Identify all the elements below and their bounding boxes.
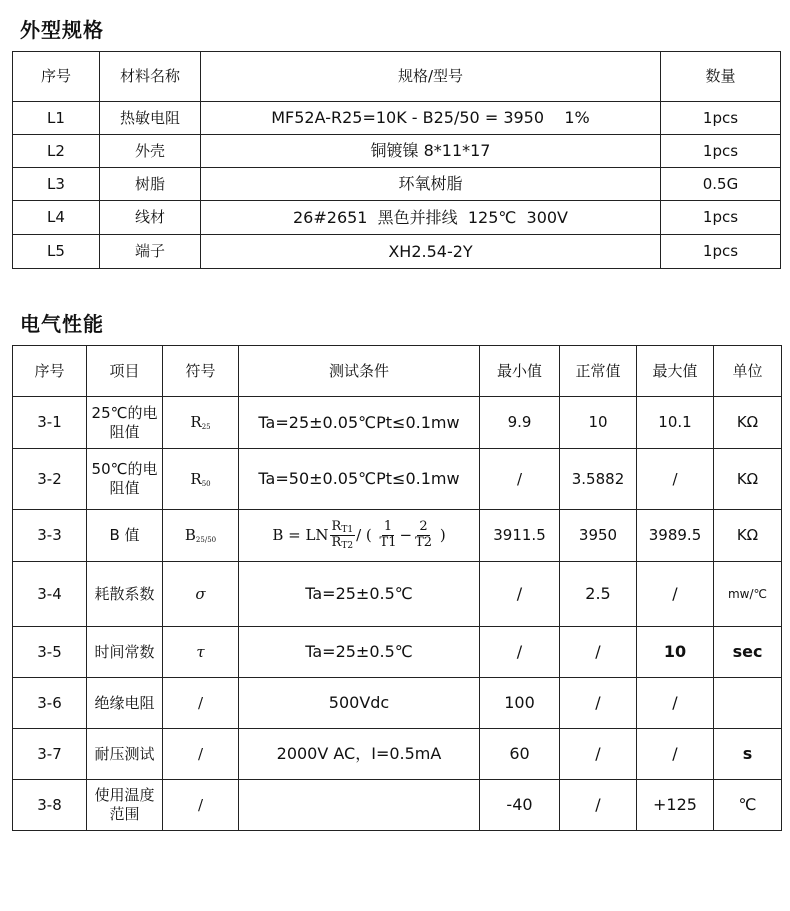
elec-typ: 10 <box>560 397 637 449</box>
elec-unit: s <box>714 729 782 780</box>
spec-header-model: 规格/型号 <box>201 52 661 102</box>
spec-section-title: 外型规格 <box>20 18 104 42</box>
spec-name: 外壳 <box>100 135 201 168</box>
elec-min: 100 <box>480 678 560 729</box>
formula-open-paren: ( <box>365 525 372 544</box>
formula-r1-sub: T1 <box>341 524 354 535</box>
table-row <box>13 678 782 729</box>
spec-qty: 1pcs <box>661 102 781 135</box>
elec-symbol: / <box>163 729 239 780</box>
table-row <box>13 510 782 562</box>
elec-no: 3-8 <box>13 780 87 831</box>
elec-symbol <box>163 449 239 510</box>
formula-lhs: B = LN <box>272 525 329 544</box>
formula-t1: T1 <box>379 535 397 550</box>
elec-header-condition: 测试条件 <box>239 346 480 397</box>
electrical-header-row <box>13 346 782 397</box>
symbol-main: R <box>190 413 202 432</box>
elec-symbol: σ <box>163 562 239 627</box>
table-row <box>13 562 782 627</box>
elec-min: / <box>480 627 560 678</box>
elec-min: -40 <box>480 780 560 831</box>
elec-no: 3-5 <box>13 627 87 678</box>
spec-header-row <box>13 52 781 102</box>
elec-no: 3-4 <box>13 562 87 627</box>
elec-typ: 2.5 <box>560 562 637 627</box>
formula-slash: / <box>356 525 362 544</box>
symbol-sub: 50 <box>201 479 211 488</box>
elec-header-no: 序号 <box>13 346 87 397</box>
elec-header-max: 最大值 <box>637 346 714 397</box>
table-row <box>13 397 782 449</box>
elec-max: 3989.5 <box>637 510 714 562</box>
formula-r2-sub: T2 <box>341 541 354 551</box>
spec-model: 26#2651 黑色并排线 125℃ 300V <box>201 201 661 235</box>
table-row <box>13 168 781 201</box>
elec-condition: Ta=50±0.05℃Pt≤0.1mw <box>239 449 480 510</box>
spec-no: L2 <box>13 135 100 168</box>
table-row <box>13 627 782 678</box>
symbol-sub: 25/50 <box>195 536 217 545</box>
elec-typ: 3.5882 <box>560 449 637 510</box>
spec-model: 铜镀镍 8*11*17 <box>201 135 661 168</box>
elec-no: 3-6 <box>13 678 87 729</box>
formula-two: 2 <box>419 519 428 535</box>
spec-name: 线材 <box>100 201 201 235</box>
formula-close-paren: ) <box>439 525 446 544</box>
elec-unit: sec <box>714 627 782 678</box>
spec-name: 树脂 <box>100 168 201 201</box>
elec-max: 10.1 <box>637 397 714 449</box>
spec-name: 热敏电阻 <box>100 102 201 135</box>
elec-item: B 值 <box>87 510 163 562</box>
symbol-sub: 25 <box>201 423 211 432</box>
elec-typ: / <box>560 729 637 780</box>
elec-symbol: τ <box>163 627 239 678</box>
elec-max: 10 <box>637 627 714 678</box>
elec-max: / <box>637 449 714 510</box>
elec-symbol: / <box>163 780 239 831</box>
elec-item: 绝缘电阻 <box>87 678 163 729</box>
elec-condition: 500Vdc <box>239 678 480 729</box>
table-row <box>13 102 781 135</box>
electrical-section-title: 电气性能 <box>20 312 104 336</box>
elec-no: 3-2 <box>13 449 87 510</box>
elec-unit: KΩ <box>714 397 782 449</box>
elec-header-min: 最小值 <box>480 346 560 397</box>
formula-frac-1 <box>378 520 399 551</box>
elec-no: 3-3 <box>13 510 87 562</box>
spec-no: L4 <box>13 201 100 235</box>
elec-unit: KΩ <box>714 510 782 562</box>
elec-unit: KΩ <box>714 449 782 510</box>
elec-item: 25℃的电阻值 <box>87 397 163 449</box>
elec-min: 3911.5 <box>480 510 560 562</box>
elec-condition: Ta=25±0.5℃ <box>239 562 480 627</box>
elec-condition <box>239 780 480 831</box>
b-value-formula <box>239 510 480 562</box>
symbol-main: R <box>190 469 202 488</box>
formula-minus: − <box>399 525 413 544</box>
spec-no: L1 <box>13 102 100 135</box>
elec-symbol <box>163 510 239 562</box>
spec-qty: 1pcs <box>661 235 781 269</box>
electrical-table <box>12 345 782 831</box>
elec-min: 9.9 <box>480 397 560 449</box>
elec-header-symbol: 符号 <box>163 346 239 397</box>
elec-max: +125 <box>637 780 714 831</box>
elec-min: 60 <box>480 729 560 780</box>
formula-frac-2 <box>413 520 434 551</box>
elec-no: 3-1 <box>13 397 87 449</box>
formula-ratio <box>330 520 356 552</box>
table-row <box>13 135 781 168</box>
elec-unit <box>714 678 782 729</box>
elec-min: / <box>480 449 560 510</box>
elec-item: 时间常数 <box>87 627 163 678</box>
spec-qty: 1pcs <box>661 201 781 235</box>
spec-no: L5 <box>13 235 100 269</box>
spec-model: MF52A-R25=10K - B25/50 = 3950 1% <box>201 102 661 135</box>
elec-condition: Ta=25±0.5℃ <box>239 627 480 678</box>
elec-symbol <box>163 397 239 449</box>
elec-max: / <box>637 562 714 627</box>
elec-typ: 3950 <box>560 510 637 562</box>
elec-no: 3-7 <box>13 729 87 780</box>
table-row <box>13 729 782 780</box>
elec-condition: 2000V AC，I=0.5mA <box>239 729 480 780</box>
formula-one: 1 <box>383 519 393 535</box>
elec-item: 50℃的电阻值 <box>87 449 163 510</box>
elec-header-typ: 正常值 <box>560 346 637 397</box>
spec-qty: 1pcs <box>661 135 781 168</box>
elec-max: / <box>637 729 714 780</box>
elec-symbol: / <box>163 678 239 729</box>
spec-model: 环氧树脂 <box>201 168 661 201</box>
formula-r2: R <box>331 535 342 550</box>
table-row <box>13 235 781 269</box>
formula-t2: T2 <box>415 535 433 550</box>
elec-min: / <box>480 562 560 627</box>
elec-header-unit: 单位 <box>714 346 782 397</box>
elec-typ: / <box>560 678 637 729</box>
elec-unit: mw/℃ <box>714 562 782 627</box>
elec-max: / <box>637 678 714 729</box>
spec-model: XH2.54-2Y <box>201 235 661 269</box>
elec-typ: / <box>560 780 637 831</box>
spec-header-name: 材料名称 <box>100 52 201 102</box>
elec-typ: / <box>560 627 637 678</box>
spec-header-qty: 数量 <box>661 52 781 102</box>
elec-item: 耗散系数 <box>87 562 163 627</box>
spec-qty: 0.5G <box>661 168 781 201</box>
table-row <box>13 449 782 510</box>
elec-item: 耐压测试 <box>87 729 163 780</box>
spec-name: 端子 <box>100 235 201 269</box>
elec-unit: ℃ <box>714 780 782 831</box>
spec-no: L3 <box>13 168 100 201</box>
spec-table <box>12 51 781 269</box>
elec-item: 使用温度范围 <box>87 780 163 831</box>
table-row <box>13 201 781 235</box>
table-row <box>13 780 782 831</box>
elec-condition: Ta=25±0.05℃Pt≤0.1mw <box>239 397 480 449</box>
symbol-main: B <box>184 526 196 545</box>
formula-r1: R <box>331 518 342 534</box>
elec-header-item: 项目 <box>87 346 163 397</box>
spec-header-no: 序号 <box>13 52 100 102</box>
